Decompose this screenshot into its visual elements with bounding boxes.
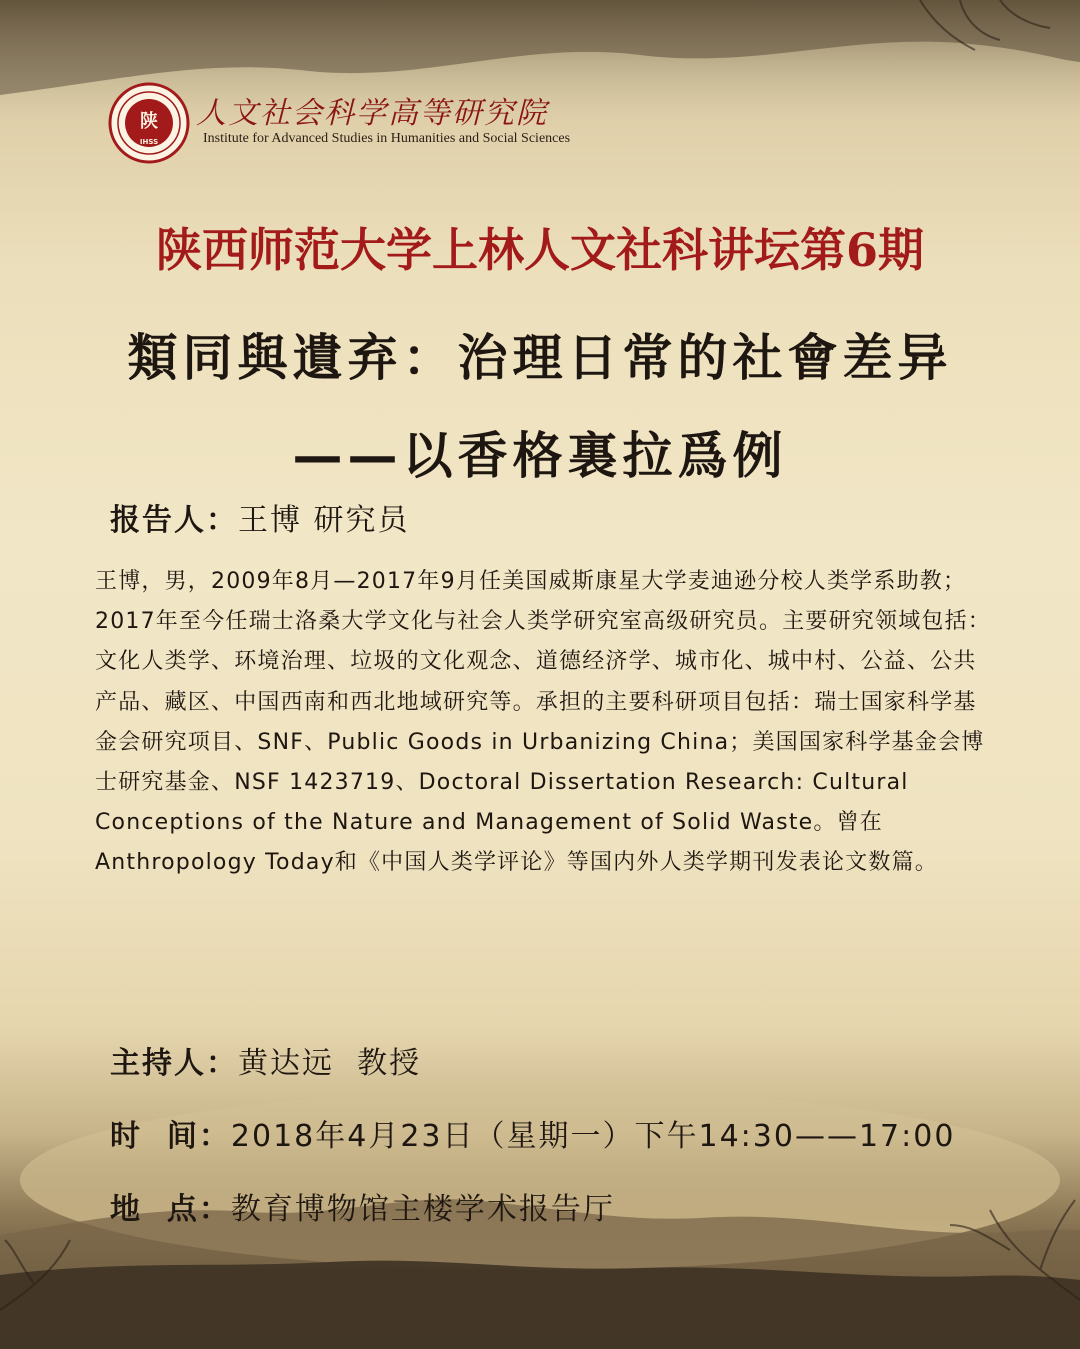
speaker-bio: 王博，男，2009年8月—2017年9月任美国威斯康星大学麦迪逊分校人类学系助教；2017年至今任瑞士洛桑大学文化与社会人类学研究室高级研究员。主要研究领域包括：文化人类学、环境治理、垃圾的文化观念、道德经济学、城市化、城中村、公益、公共产品、藏区、中国西南和西北地域研究等。承担的主要科研项目包括：瑞士国家科学基金会研究项目、SNF、Public Goods in Urbanizing China；美国国家科学基金会博士研究基金、NSF 1423719、Doctoral Dissertation Research: Cultural Conceptions of the Nature and Management of Solid Waste。曾在Anthropology Today和《中国人类学评论》等国内外人类学期刊发表论文数篇。 xyxy=(95,569,991,876)
institute-seal-logo xyxy=(108,82,190,164)
svg-text:陕: 陕 xyxy=(140,111,158,132)
lecture-title-line2: ——以香格裏拉爲例 xyxy=(292,427,788,485)
time-value: 2018年4月23日（星期一）下午14:30——17:00 xyxy=(230,1119,956,1154)
host-label: 主持人： xyxy=(110,1046,238,1081)
time-label: 时 间： xyxy=(110,1119,231,1154)
host-value: 黄达远 教授 xyxy=(238,1046,422,1081)
speaker-row xyxy=(110,495,410,539)
lecture-title-line1: 類同與遺弃：治理日常的社會差异 xyxy=(127,329,953,387)
institute-name-en: Institute for Advanced Studies in Humanities and Social Sciences xyxy=(203,131,571,146)
place-label: 地 点： xyxy=(110,1192,231,1227)
place-value: 教育博物馆主楼学术报告厅 xyxy=(230,1192,615,1227)
seal-text: IHSS xyxy=(139,138,159,146)
host-row xyxy=(110,1038,421,1082)
time-row xyxy=(110,1111,955,1155)
speaker-label: 报告人： xyxy=(110,503,238,538)
lecture-series-title: 陕西师范大学上林人文社科讲坛第6期 xyxy=(155,223,924,277)
speaker-name: 王博 研究员 xyxy=(238,503,410,538)
place-row xyxy=(110,1184,615,1228)
institute-name-cn: 人文社会科学高等研究院 xyxy=(196,96,548,131)
